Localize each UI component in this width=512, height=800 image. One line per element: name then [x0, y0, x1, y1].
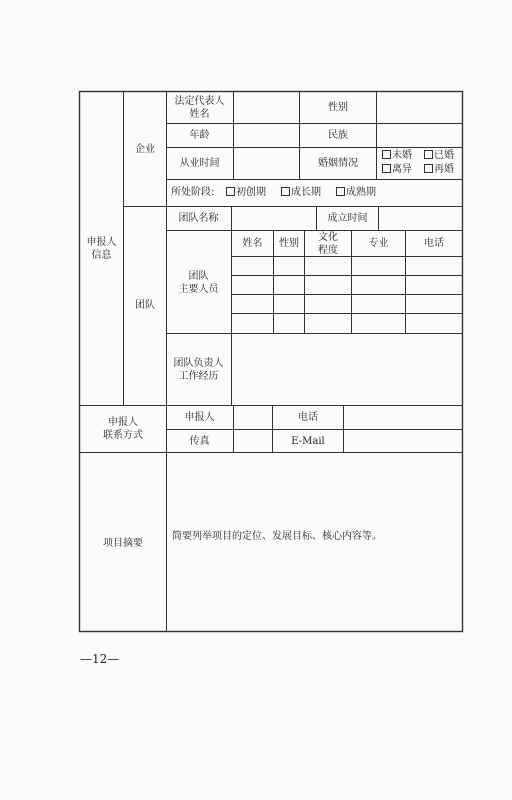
- years-in-business-label: 从业时间: [179, 158, 220, 169]
- applicant-label: 申报人: [184, 412, 215, 423]
- age-label: 年龄: [189, 130, 210, 141]
- ethnicity-label: 民族: [328, 130, 348, 141]
- stage-option-growth[interactable]: 成长期: [281, 186, 321, 199]
- contact-label: 申报人 联系方式: [103, 417, 143, 441]
- stage-label: 所处阶段:: [171, 187, 215, 198]
- page-number: —12—: [80, 652, 120, 666]
- founded-label: 成立时间: [327, 213, 368, 224]
- stage-option-mature[interactable]: 成熟期: [336, 186, 376, 199]
- marital-option-unmarried[interactable]: 未婚: [382, 149, 412, 162]
- col-name: 姓名: [242, 238, 263, 249]
- col-education: 文化 程度: [318, 232, 338, 256]
- marital-option-remarried[interactable]: 再婚: [424, 163, 454, 176]
- checkbox-icon: [382, 164, 391, 173]
- summary-hint: 简要列举项目的定位、发展目标、核心内容等。: [172, 531, 382, 542]
- fax-label: 传真: [189, 436, 210, 447]
- marital-status-label: 婚姻情况: [318, 158, 358, 169]
- legal-rep-label: 法定代表人 姓名: [174, 96, 225, 120]
- main-members-label: 团队 主要人员: [178, 271, 219, 295]
- team-name-label: 团队名称: [178, 213, 219, 224]
- col-phone: 电话: [424, 238, 444, 249]
- col-gender: 性别: [279, 238, 299, 249]
- col-major: 专业: [368, 238, 389, 249]
- applicant-info-label: 申报人 信息: [86, 237, 117, 261]
- marital-option-divorced[interactable]: 离异: [382, 163, 412, 176]
- phone-label: 电话: [298, 412, 318, 423]
- marital-option-married[interactable]: 已婚: [424, 149, 454, 162]
- gender-label: 性别: [328, 102, 348, 113]
- checkbox-icon: [226, 187, 235, 196]
- enterprise-label: 企业: [135, 144, 155, 155]
- checkbox-icon: [424, 150, 433, 159]
- leader-experience-label: 团队负责人 工作经历: [173, 358, 224, 382]
- summary-label: 项目摘要: [103, 538, 143, 549]
- checkbox-icon: [424, 164, 433, 173]
- checkbox-icon: [382, 150, 391, 159]
- stage-option-startup[interactable]: 初创期: [226, 186, 266, 199]
- checkbox-icon: [281, 187, 290, 196]
- team-label: 团队: [135, 300, 155, 311]
- email-label: E-Mail: [291, 436, 325, 447]
- checkbox-icon: [336, 187, 345, 196]
